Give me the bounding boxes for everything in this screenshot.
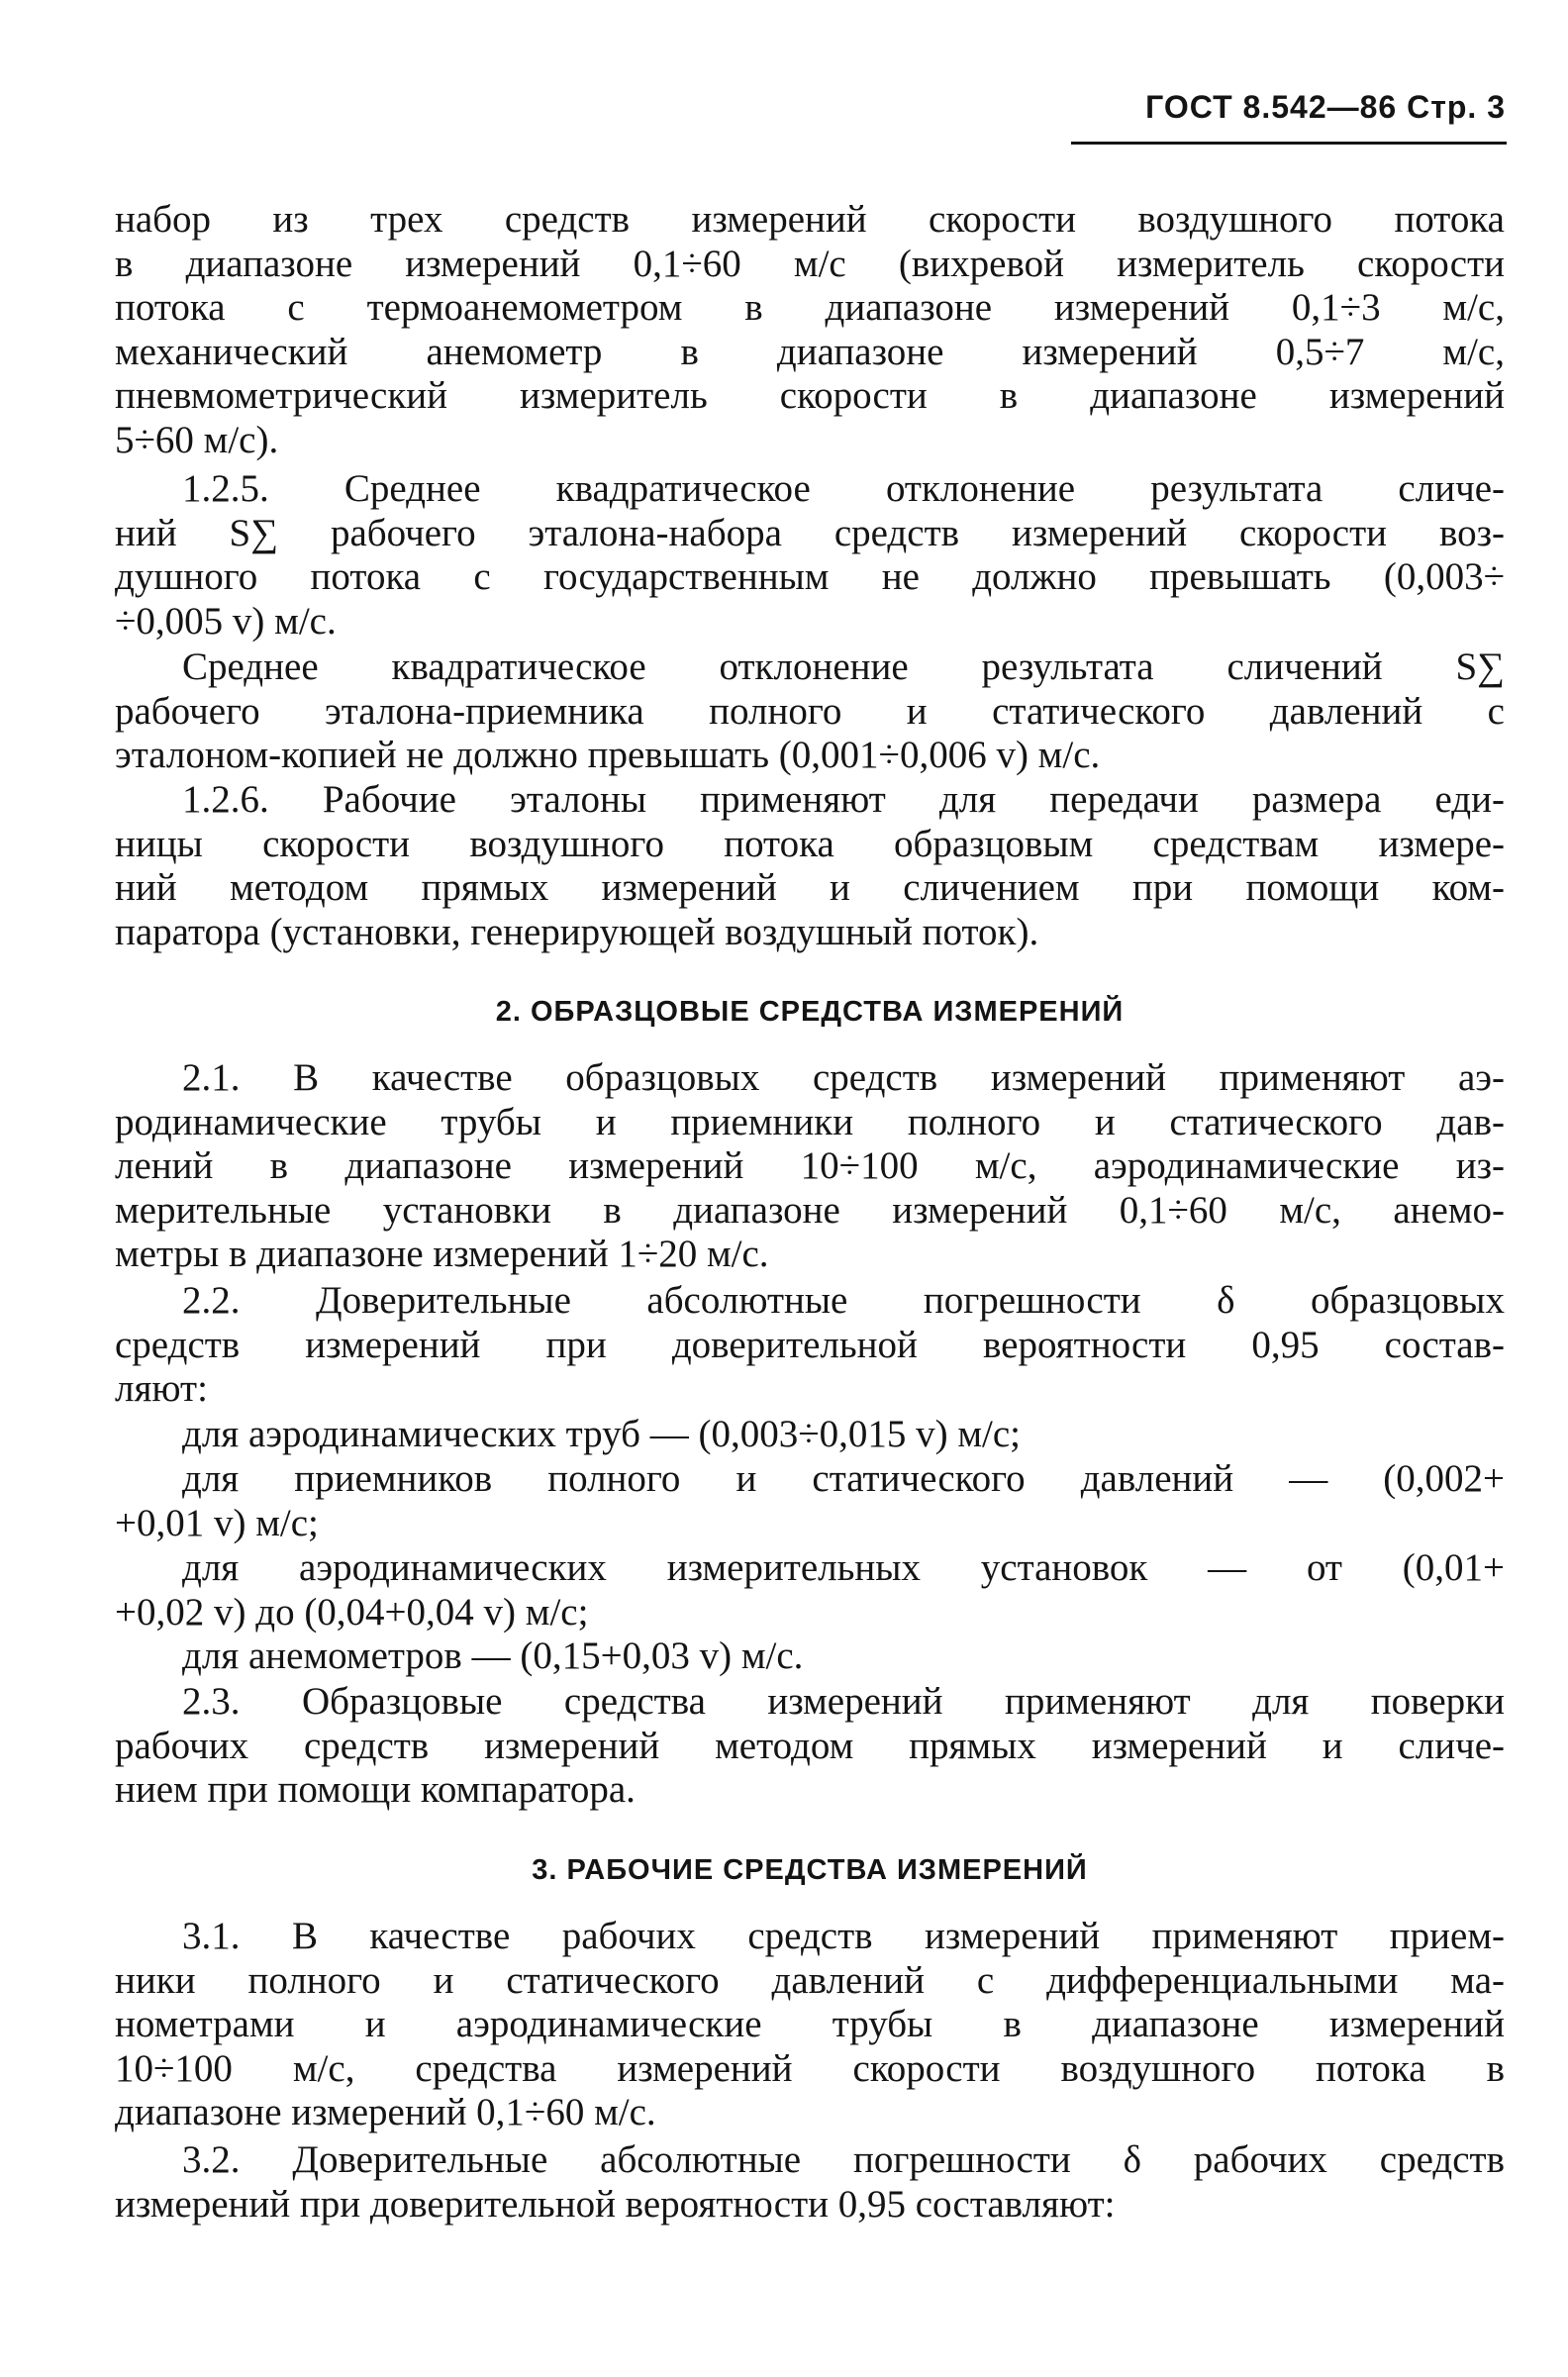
paragraph bbox=[115, 1279, 1505, 1412]
text-line: для аэродинамических труб — (0,003÷0,015 v) м/с; bbox=[182, 1413, 1022, 1455]
text-line: рабочего эталона-приемника полного и статического давлений с bbox=[115, 689, 1505, 733]
list-item bbox=[115, 1546, 1505, 1634]
text-line: 3.2. Доверительные абсолютные погрешности δ рабочих средств bbox=[182, 2138, 1505, 2181]
text-line: 5÷60 м/с). bbox=[115, 418, 279, 461]
paragraph bbox=[115, 645, 1505, 778]
text-line: Среднее квадратическое отклонение результата сличений S∑ bbox=[182, 645, 1505, 688]
text-line: нометрами и аэродинамические трубы в диапазоне измерений bbox=[115, 2003, 1505, 2046]
text-line: ники полного и статического давлений с дифференциальными ма- bbox=[115, 1958, 1505, 2002]
text-line: ляют: bbox=[115, 1367, 208, 1411]
text-line: +0,02 v) до (0,04+0,04 v) м/с; bbox=[115, 1590, 589, 1634]
paragraph bbox=[115, 1680, 1505, 1813]
text-line: метры в диапазоне измерений 1÷20 м/с. bbox=[115, 1233, 769, 1276]
list-item bbox=[115, 1413, 1505, 1457]
text-line: 2.1. В качестве образцовых средств измерений применяют аэ- bbox=[182, 1056, 1505, 1099]
paragraph bbox=[115, 2138, 1505, 2227]
section-heading bbox=[115, 996, 1505, 1029]
section-heading bbox=[115, 1854, 1505, 1887]
text-line: эталоном-копией не должно превышать (0,001÷0,006 v) м/с. bbox=[115, 734, 1101, 777]
text-line: ÷0,005 v) м/с. bbox=[115, 599, 337, 643]
text-line: ницы скорости воздушного потока образцовым средствам измере- bbox=[115, 822, 1505, 865]
text-line: пневмометрический измеритель скорости в диапазоне измерений bbox=[115, 374, 1505, 418]
paragraph bbox=[115, 1056, 1505, 1277]
text-line: измерений при доверительной вероятности 0,95 составляют: bbox=[115, 2182, 1116, 2226]
text-line: рабочих средств измерений методом прямых измерений и сличе- bbox=[115, 1724, 1505, 1767]
page-header: ГОСТ 8.542—86 Стр. 3 bbox=[1145, 89, 1506, 125]
paragraph bbox=[115, 1915, 1505, 2135]
text-line: 10÷100 м/с, средства измерений скорости воздушного потока в bbox=[115, 2046, 1505, 2090]
text-line: 2.3. Образцовые средства измерений применяют для поверки bbox=[182, 1680, 1505, 1723]
header-rule bbox=[1071, 142, 1507, 145]
section-title: 3. РАБОЧИЕ СРЕДСТВА ИЗМЕРЕНИЙ bbox=[532, 1854, 1088, 1886]
text-line: +0,01 v) м/с; bbox=[115, 1501, 319, 1544]
text-line: механический анемометр в диапазоне измерений 0,5÷7 м/с, bbox=[115, 330, 1505, 373]
text-line: 1.2.6. Рабочие эталоны применяют для передачи размера еди- bbox=[182, 778, 1505, 821]
text-line: лений в диапазоне измерений 10÷100 м/с, аэродинамические из- bbox=[115, 1144, 1505, 1188]
text-line: набор из трех средств измерений скорости воздушного потока bbox=[115, 198, 1505, 241]
text-line: родинамические трубы и приемники полного и статического дав- bbox=[115, 1100, 1505, 1143]
text-line: душного потока с государственным не должно превышать (0,003÷ bbox=[115, 555, 1505, 599]
text-line: нием при помощи компаратора. bbox=[115, 1768, 636, 1812]
text-line: паратора (установки, генерирующей воздушный поток). bbox=[115, 910, 1039, 953]
text-line: 1.2.5. Среднее квадратическое отклонение результата сличе- bbox=[182, 467, 1505, 510]
text-line: для анемометров — (0,15+0,03 v) м/с. bbox=[182, 1634, 804, 1677]
paragraph bbox=[115, 778, 1505, 954]
paragraph bbox=[115, 198, 1505, 463]
text-line: мерительные установки в диапазоне измерений 0,1÷60 м/с, анемо- bbox=[115, 1188, 1505, 1232]
text-line: 2.2. Доверительные абсолютные погрешности δ образцовых bbox=[182, 1279, 1505, 1322]
text-line: в диапазоне измерений 0,1÷60 м/с (вихревой измеритель скорости bbox=[115, 242, 1505, 285]
text-line: средств измерений при доверительной вероятности 0,95 состав- bbox=[115, 1323, 1505, 1366]
text-line: 3.1. В качестве рабочих средств измерений применяют прием- bbox=[182, 1915, 1505, 1957]
text-line: для приемников полного и статического давлений — (0,002+ bbox=[182, 1457, 1505, 1500]
list-item bbox=[115, 1634, 1505, 1679]
list-item bbox=[115, 1457, 1505, 1545]
section-title: 2. ОБРАЗЦОВЫЕ СРЕДСТВА ИЗМЕРЕНИЙ bbox=[495, 996, 1125, 1028]
paragraph bbox=[115, 467, 1505, 644]
text-line: потока с термоанемометром в диапазоне измерений 0,1÷3 м/с, bbox=[115, 286, 1505, 330]
text-line: диапазоне измерений 0,1÷60 м/с. bbox=[115, 2091, 656, 2134]
text-line: для аэродинамических измерительных установок — от (0,01+ bbox=[182, 1546, 1505, 1589]
text-line: ний S∑ рабочего эталона-набора средств измерений скорости воз- bbox=[115, 511, 1505, 554]
text-line: ний методом прямых измерений и сличением при помощи ком- bbox=[115, 866, 1505, 910]
